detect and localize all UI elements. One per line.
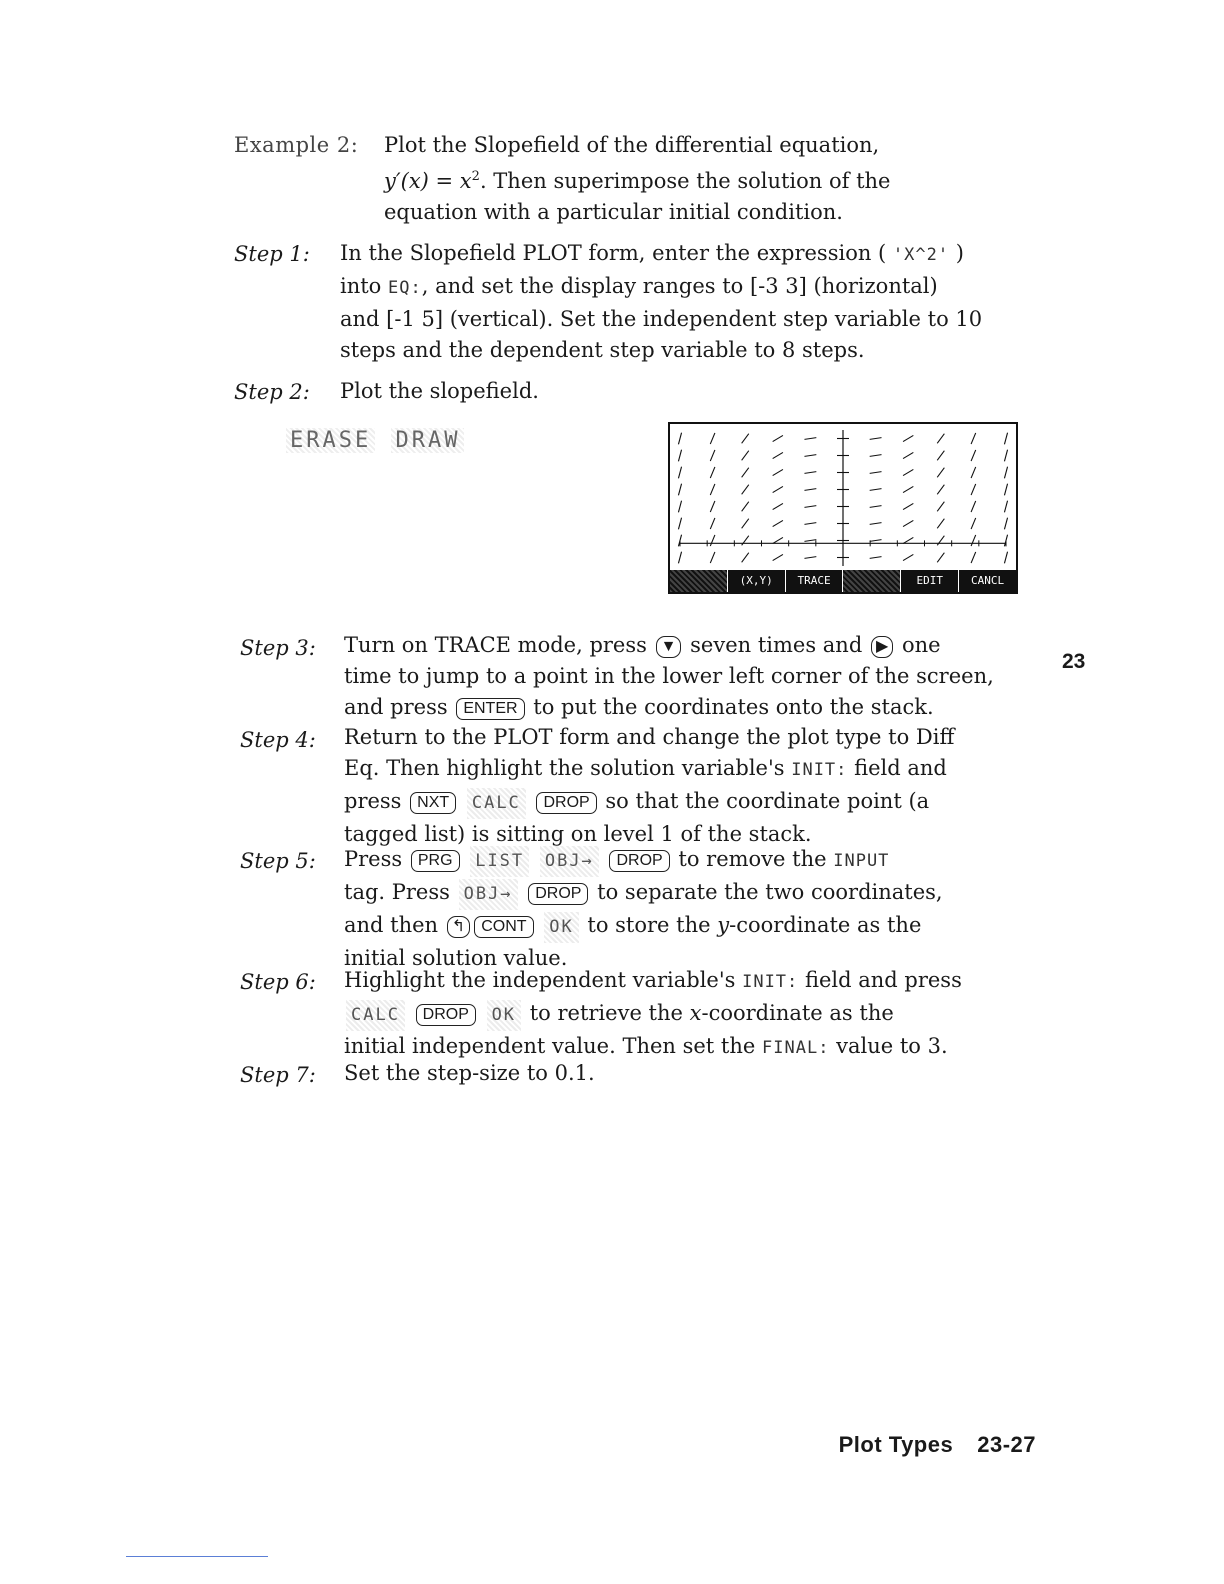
drop-key-2[interactable]: DROP [528,883,588,905]
eq-field-label: EQ: [388,278,422,298]
slope-segment [870,438,882,440]
step-5-l3c: -coordinate as the [729,913,922,937]
slope-segment [710,484,715,495]
step-5-line-1 [344,844,943,877]
step-6-l1a: Highlight the independent variable's [344,968,736,992]
slope-segment [1004,467,1007,479]
slope-segment [773,537,783,543]
slope-segment [710,501,715,512]
final-field-label: FINAL: [762,1038,830,1058]
slope-segment [804,540,816,542]
step-5-l2a: tag. Press [344,880,450,904]
step-1-line-1-end: ) [955,241,964,265]
slope-segment [804,557,816,559]
slopefield-plot [670,424,1016,570]
step-4-l2b: field and [854,756,947,780]
calculator-plot-screen [668,422,1018,594]
plot-softkey-4[interactable] [843,570,901,592]
slope-segment [1004,552,1007,564]
slope-segment [971,518,976,529]
slope-segment [773,452,783,458]
slope-segment [937,485,944,495]
slope-segment [971,535,976,546]
step-5-l1b: to remove the [678,847,827,871]
example-text [384,130,890,228]
footer-page-number: 23-27 [977,1432,1036,1457]
drop-key[interactable]: DROP [536,792,596,814]
cont-key[interactable]: CONT [474,916,533,938]
step-3-line-1 [344,630,994,661]
footer-section: Plot Types [838,1432,954,1457]
slope-segment [804,506,816,508]
y-variable: y [717,913,730,937]
step-2-label: Step 2: [234,380,310,404]
down-arrow-key[interactable]: ▼ [656,636,682,658]
step-1-line-3: and [-1 5] (vertical). Set the independent step variable to 10 [340,307,983,331]
step-3-a: Turn on TRACE mode, press [344,633,647,657]
step-1-into: into [340,274,382,298]
slope-segment [903,537,913,543]
slope-segment [1004,450,1007,462]
plot-softkey-2[interactable]: (X,Y) [728,570,786,592]
step-1-line-1 [340,238,982,271]
slope-segment [742,468,749,478]
right-arrow-key[interactable]: ▶ [871,636,893,658]
step-1-line-2-rest: , and set the display ranges to [-3 3] (horizontal) [421,274,938,298]
slope-segment [710,467,715,478]
step-5-label: Step 5: [240,849,316,873]
slope-segment [804,455,816,457]
step-5-text [344,844,943,974]
slope-segment [870,523,882,525]
slope-segment [903,503,913,509]
x-variable: x [689,1001,702,1025]
plot-softkey-bar [670,570,1016,592]
step-3-b: seven times and [690,633,863,657]
slope-segment [903,520,913,526]
footnote-rule [126,1556,268,1557]
step-4-text [344,722,954,850]
slope-segment [937,519,944,529]
step-4-l3b: so that the coordinate point (a [605,789,930,813]
step-4-label: Step 4: [240,728,316,752]
example-line-2-rest: . Then superimpose the solution of the [479,169,891,193]
step-6-l2b: -coordinate as the [701,1001,894,1025]
slope-segment [870,557,882,559]
slope-segment [937,434,944,444]
step-1-label: Step 1: [234,242,310,266]
plot-softkey-6[interactable]: CANCL [970,574,1005,587]
slope-segment [773,486,783,492]
slope-segment [971,433,976,444]
ok-softkey-2[interactable]: OK [487,1000,521,1031]
slope-segment [1004,518,1007,530]
slope-segment [773,503,783,509]
list-softkey[interactable]: LIST [470,846,529,877]
page-footer [839,1432,1036,1458]
slope-segment [1004,433,1007,445]
slope-segment [971,450,976,461]
step-4-line-2 [344,753,954,786]
slope-segment [1004,484,1007,496]
slope-segment [742,553,749,563]
step-7-label: Step 7: [240,1063,316,1087]
slope-segment [870,540,882,542]
expression-text: 'X^2' [892,245,950,265]
slope-segment [903,486,913,492]
slope-segment [678,433,681,445]
plot-softkey-1[interactable] [670,570,728,592]
slope-segment [903,452,913,458]
left-shift-key[interactable]: ↰ [447,916,470,938]
slope-segment [678,518,681,530]
drop-key-3[interactable]: DROP [416,1004,476,1026]
slope-segment [937,468,944,478]
slope-segment [971,484,976,495]
slope-segment [804,523,816,525]
step-7-text: Set the step-size to 0.1. [344,1061,595,1085]
init-field-label-2: INIT: [742,972,799,992]
slope-segment [742,485,749,495]
slope-segment [804,438,816,440]
slope-segment [903,469,913,475]
slope-segment [937,502,944,512]
slope-segment [804,489,816,491]
slope-segment [903,554,913,560]
slope-segment [710,518,715,529]
drop-key[interactable]: DROP [609,850,669,872]
step-6-label: Step 6: [240,970,316,994]
step-5-line-3 [344,910,943,943]
step-6-line-2 [344,998,962,1031]
step-1-line-4: steps and the dependent step variable to 8 steps. [340,338,865,362]
step-5-l3b: to store the [587,913,711,937]
example-line-1: Plot the Slopefield of the differential equation, [384,133,880,157]
slope-segment [870,455,882,457]
example-label: Example 2: [234,133,359,157]
slope-segment [710,552,715,563]
ok-softkey[interactable]: OK [544,912,578,943]
slope-segment [742,502,749,512]
slope-segment [773,554,783,560]
step-5-line-2 [344,877,943,910]
slope-segment [804,472,816,474]
step-5-l2b: to separate the two coordinates, [597,880,943,904]
slope-segment [937,553,944,563]
slope-segment [1004,501,1007,513]
step-3-text [344,630,994,723]
step-4-l3a: press [344,789,402,813]
step-1-line-1-text: In the Slopefield PLOT form, enter the expression ( [340,241,887,265]
plot-softkey-3[interactable]: TRACE [786,570,844,592]
slope-segment [678,552,681,564]
example-math: y′(x) = x [384,169,472,193]
slope-segment [971,501,976,512]
prg-key[interactable]: PRG [411,850,460,872]
step-5-line-4: initial solution value. [344,946,568,970]
slope-segment [710,535,715,546]
draw-softkey[interactable]: DRAW [391,428,464,453]
step-6-line-1 [344,965,962,998]
step-1-text [340,238,982,366]
slope-segment [710,450,715,461]
slope-segment [678,467,681,479]
slope-segment [773,435,783,441]
slope-segment [773,520,783,526]
step-6-l1b: field and press [804,968,962,992]
step-6-text [344,965,962,1064]
step-5-l3a: and then [344,913,439,937]
slope-segment [742,451,749,461]
step-3-l3b: to put the coordinates onto the stack. [533,695,934,719]
slope-segment [678,450,681,462]
chapter-tab: 23 [1062,650,1086,673]
calc-softkey-2[interactable]: CALC [346,1000,405,1031]
step-3-label: Step 3: [240,636,316,660]
step-6-l3a: initial independent value. Then set the [344,1034,756,1058]
step-4-l2a: Eq. Then highlight the solution variable's [344,756,785,780]
slope-segment [971,552,976,563]
slope-segment [870,506,882,508]
slope-segment [710,433,715,444]
menu-sample [286,428,464,453]
step-6-l2a: to retrieve the [529,1001,683,1025]
step-5-l1a: Press [344,847,403,871]
slope-segment [742,519,749,529]
step-6-l3b: value to 3. [836,1034,948,1058]
step-1-line-2 [340,271,982,304]
erase-softkey[interactable]: ERASE [286,428,375,453]
obj-softkey-2[interactable]: OBJ→ [459,879,518,910]
nxt-key[interactable]: NXT [410,792,456,814]
example-math-exponent: 2 [471,169,480,184]
step-2-text: Plot the slopefield. [340,379,539,403]
step-3-line-3 [344,692,994,723]
init-field-label: INIT: [791,760,848,780]
step-3-c: one [901,633,941,657]
calc-softkey[interactable]: CALC [467,788,526,819]
slope-segment [870,472,882,474]
input-tag: INPUT [833,851,890,871]
step-4-line-4: tagged list) is sitting on level 1 of the stack. [344,822,812,846]
example-line-3: equation with a particular initial condition. [384,200,843,224]
step-4-line-3 [344,786,954,819]
slope-segment [971,467,976,478]
obj-softkey[interactable]: OBJ→ [540,846,599,877]
slope-segment [678,484,681,496]
enter-key[interactable]: ENTER [456,698,524,720]
example-line-2 [384,161,890,197]
slope-segment [773,469,783,475]
slope-segment [937,451,944,461]
step-3-line-2: time to jump to a point in the lower left corner of the screen, [344,664,994,688]
slope-segment [742,434,749,444]
slope-segment [870,489,882,491]
step-4-line-1: Return to the PLOT form and change the plot type to Diff [344,725,955,749]
plot-softkey-5[interactable]: EDIT [901,570,959,592]
step-3-l3a: and press [344,695,448,719]
slope-segment [903,435,913,441]
slope-segment [678,501,681,513]
